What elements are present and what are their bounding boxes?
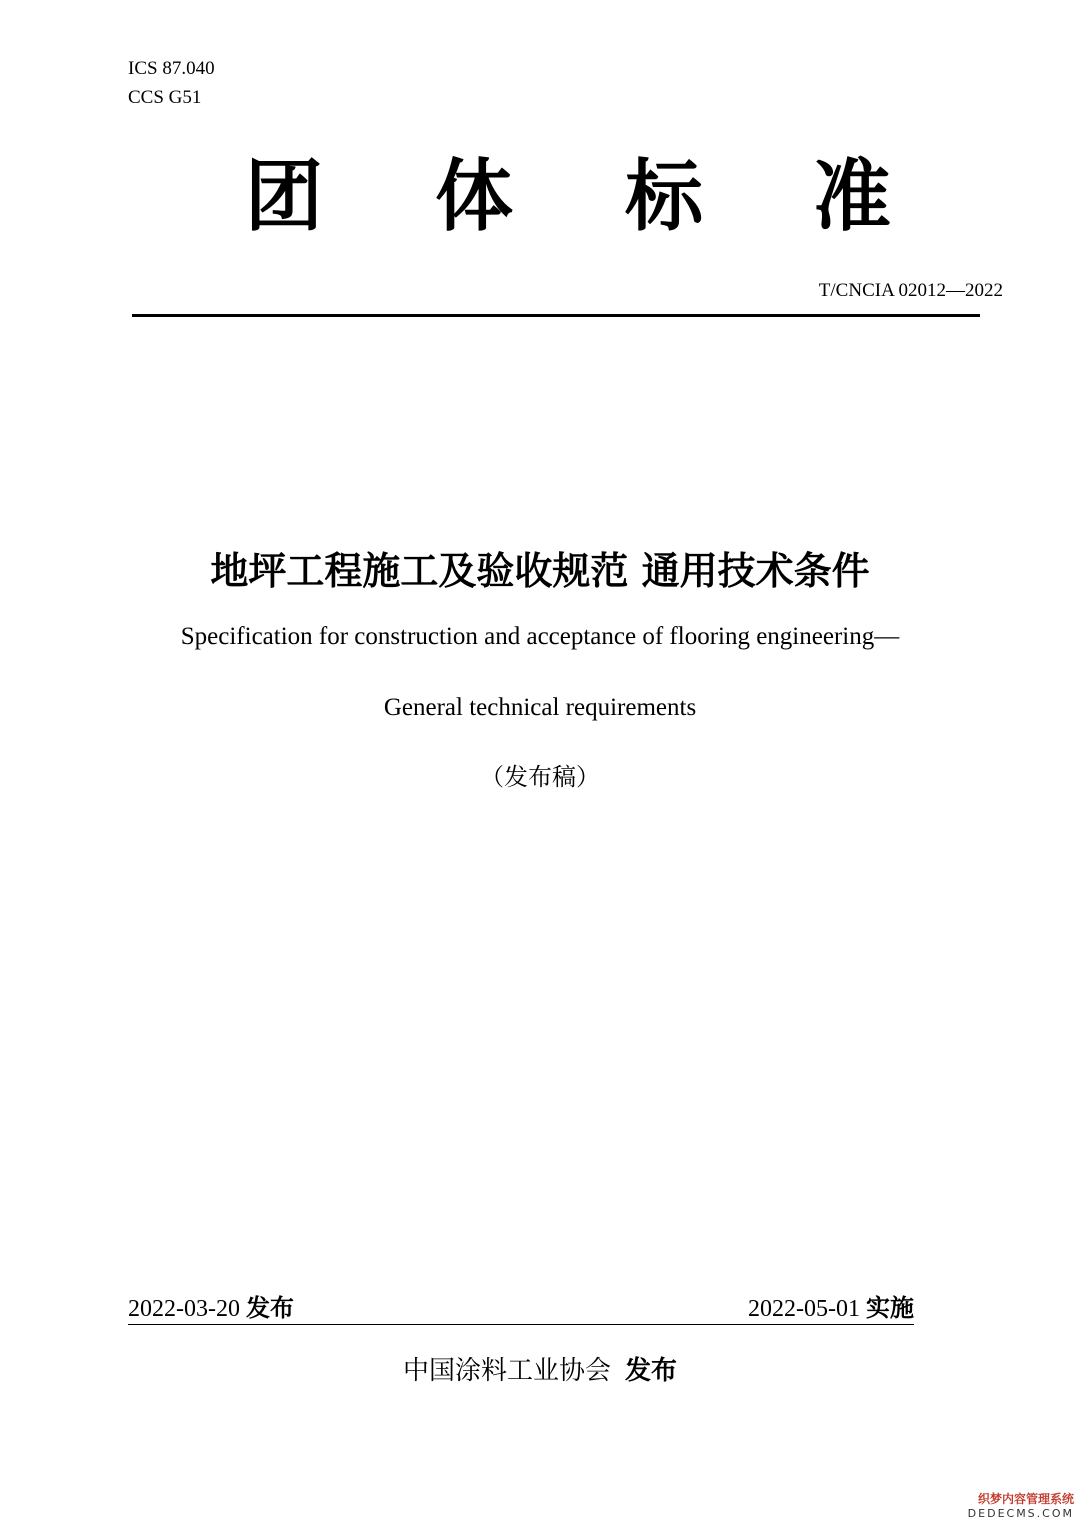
watermark-en: DEDECMS.COM [967,1507,1074,1520]
classification-codes [128,54,215,112]
draft-note: （发布稿） [480,763,600,791]
title-english-line2: General technical requirements [383,694,697,721]
ccs-code: CCS G51 [128,87,202,108]
standard-type-char: 体 [435,152,514,242]
watermark-cn: 织梦内容管理系统 [977,1492,1074,1506]
title-chinese: 地坪工程施工及验收规范 通用技术条件 [210,549,870,593]
standard-code: T/CNCIA 02012—2022 [818,280,1003,301]
implement-date [748,1288,914,1323]
header-divider [132,314,980,317]
watermark [956,1492,1074,1521]
publisher [0,1350,1080,1387]
release-label: 发布 [245,1294,294,1322]
title-english-line1: Specification for construction and acceptance of flooring engineering— [180,623,900,650]
implement-date-value: 2022-05-01 [748,1296,860,1322]
ics-code: ICS 87.040 [128,58,215,79]
standard-type-heading [0,150,1080,245]
publisher-suffix: 发布 [625,1356,678,1386]
implement-label: 实施 [866,1294,914,1322]
publisher-name: 中国涂料工业协会 [402,1356,611,1386]
standard-type-char: 准 [813,152,892,242]
dates-row [128,1288,914,1325]
standard-type-char: 标 [625,152,704,242]
standard-type-char: 团 [245,152,324,242]
release-date [128,1288,294,1323]
release-date-value: 2022-03-20 [128,1296,240,1322]
